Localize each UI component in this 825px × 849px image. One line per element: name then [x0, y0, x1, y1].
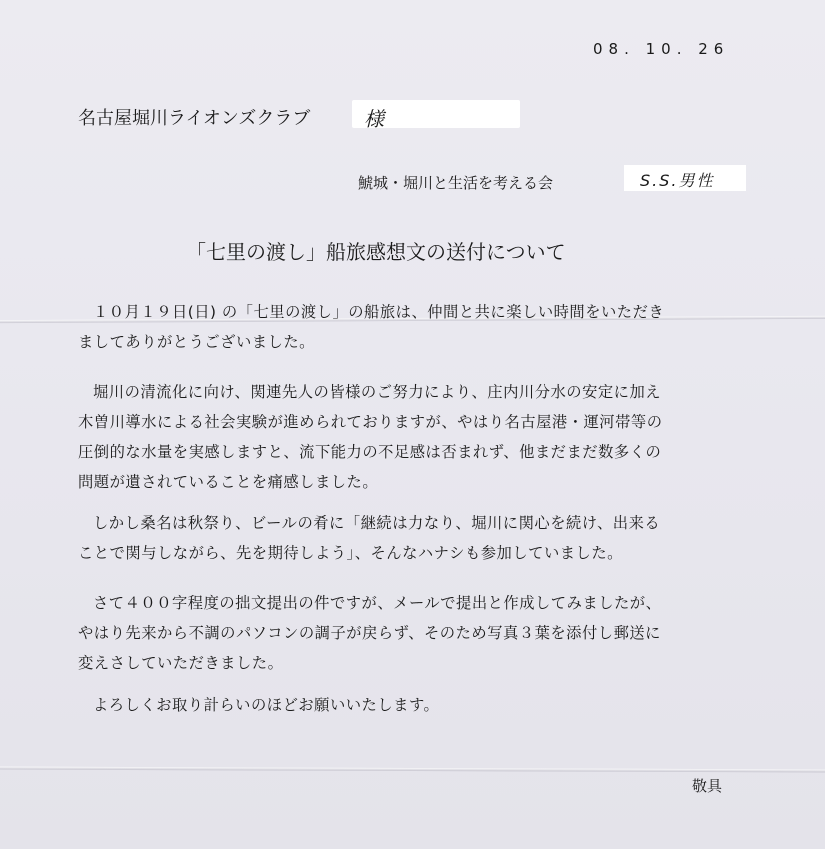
honorific-handwritten: 様 [364, 107, 384, 131]
paragraph-line: 木曽川導水による社会実験が進められておりますが、やはり名古屋港・運河帯等の [78, 413, 663, 431]
paragraph-line: ましてありがとうございました。 [78, 333, 315, 351]
paragraph [78, 297, 758, 357]
document-title: 「七里の渡し」船旅感想文の送付について [186, 240, 566, 264]
paragraph-line: ことで関与しながら、先を期待しよう」、そんなハナシも参加していました。 [78, 544, 623, 562]
paragraph-line: しかし桑名は秋祭り、ビールの肴に「継続は力なり、堀川に関心を続け、出来る [93, 514, 661, 532]
paragraph [78, 377, 758, 497]
paragraph-line: 圧倒的な水量を実感しますと、流下能力の不足感は否まれず、他まだまだ数多くの [78, 443, 662, 461]
paragraph-line: 変えさしていただきました。 [78, 654, 284, 672]
paragraph-line: 問題が遺されていることを痛感しました。 [78, 473, 379, 491]
sender-name-handwritten: S.S.男性 [640, 171, 715, 190]
paragraph-line: 堀川の清流化に向け、関連先人の皆様のご努力により、庄内川分水の安定に加え [93, 383, 662, 401]
addressee: 名古屋堀川ライオンズクラブ [78, 108, 311, 129]
paragraph-line: よろしくお取り計らいのほどお願いいたします。 [93, 696, 440, 714]
paragraph-line: １０月１９日(日) の「七里の渡し」の船旅は、仲間と共に楽しい時間をいただき [93, 303, 665, 321]
paper-fold-line [0, 767, 825, 773]
paragraph [78, 690, 758, 720]
paragraph-line: さて４００字程度の拙文提出の件ですが、メールで提出と作成してみましたが、 [93, 594, 662, 612]
paragraph [78, 508, 758, 568]
sender-organization: 鯱城・堀川と生活を考える会 [358, 174, 554, 192]
paragraph-line: やはり先来から不調のパソコンの調子が戻らず、そのため写真３葉を添付し郵送に [78, 624, 661, 642]
letter-date: 08. 10. 26 [593, 40, 730, 58]
closing-remark: 敬具 [692, 777, 723, 795]
paragraph [78, 588, 758, 678]
